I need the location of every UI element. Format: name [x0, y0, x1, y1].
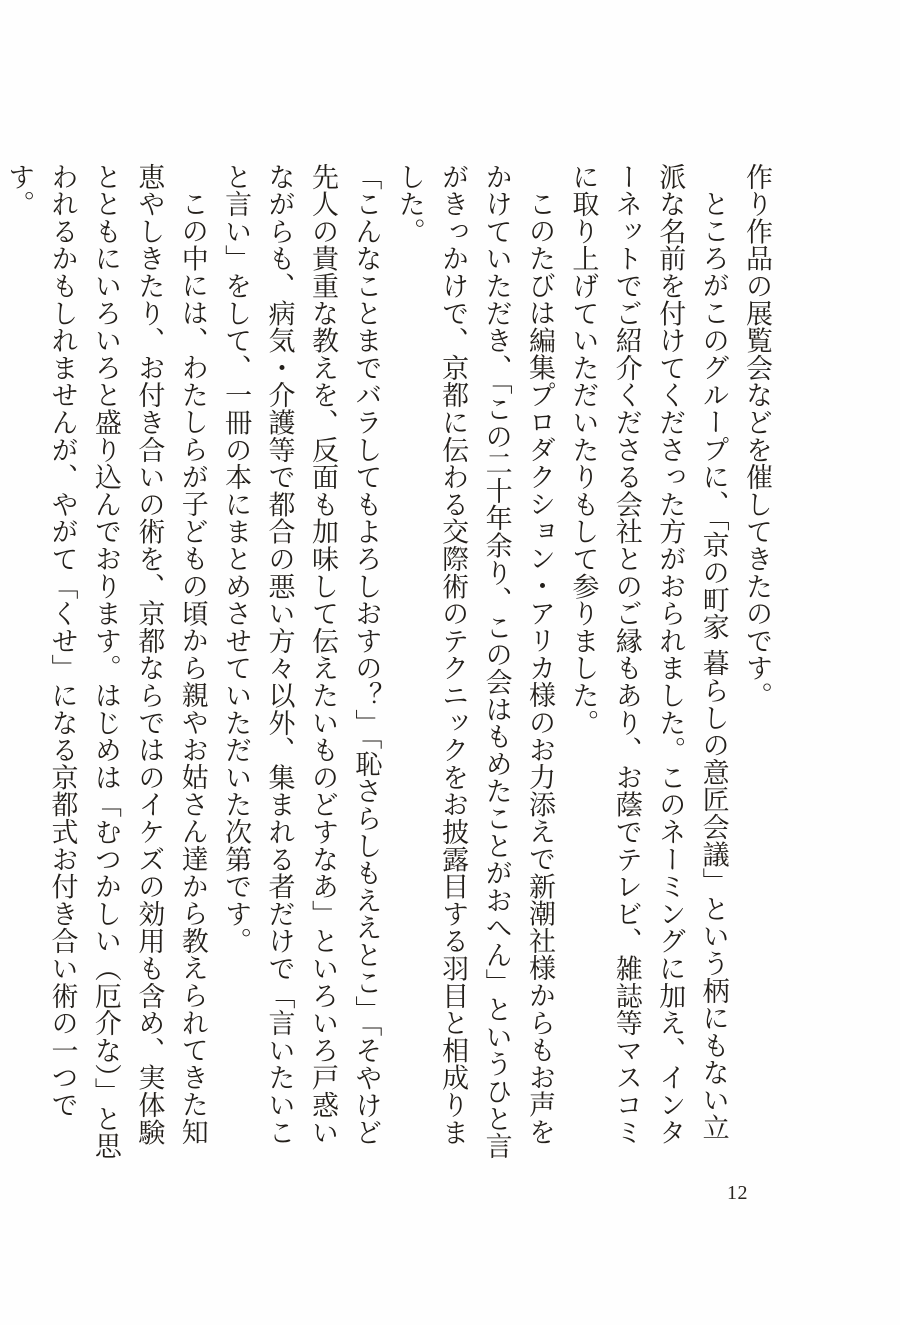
- page-number: 12: [727, 1182, 748, 1204]
- paragraph-5: この中には、わたしらが子どもの頃から親やお姑さん達から教えられてきた知恵やしきたり、お付き合いの術を、京都ならではのイケズの効用も含め、実体験とともにいろいろと盛り込んでおります。はじめは「むつかしい（厄介な）」と思われるかもしれませんが、やがて「くせ」になる京都式お付き合い術の一つです。: [3, 163, 208, 1160]
- paragraph-4: 「こんなことまでバラしてもよろしおすの？」「恥さらしもええとこ」「そやけど先人の貴重な教えを、反面も加味して伝えたいものどすなあ」といろいろ戸惑いながらも、病気・介護等で都合の悪い方々以外、集まれる者だけで「言いたいこと言い」をして、一冊の本にまとめさせていただいた次第です。: [220, 163, 382, 1147]
- paragraph-2: ところがこのグループに、「京の町家 暮らしの意匠会議」という柄にもない立派な名前を付けてくださった方がおられました。このネーミングに加え、インターネットでご紹介くださる会社とのご縁もあり、お蔭でテレビ、雑誌等マスコミに取り上げていただいたりもして参りました。: [567, 163, 729, 1146]
- paragraph-1: 作り作品の展覧会などを催してきたのです。: [741, 163, 772, 709]
- paragraph-3: このたびは編集プロダクション・アリカ様のお力添えで新潮社様からもお声をかけていただき、「この二十年余り、この会はもめたことがおへん」というひと言がきっかけで、京都に伝わる交際術のテクニックをお披露目する羽目と相成りました。: [393, 163, 555, 1160]
- vertical-text-body: [3, 163, 778, 1163]
